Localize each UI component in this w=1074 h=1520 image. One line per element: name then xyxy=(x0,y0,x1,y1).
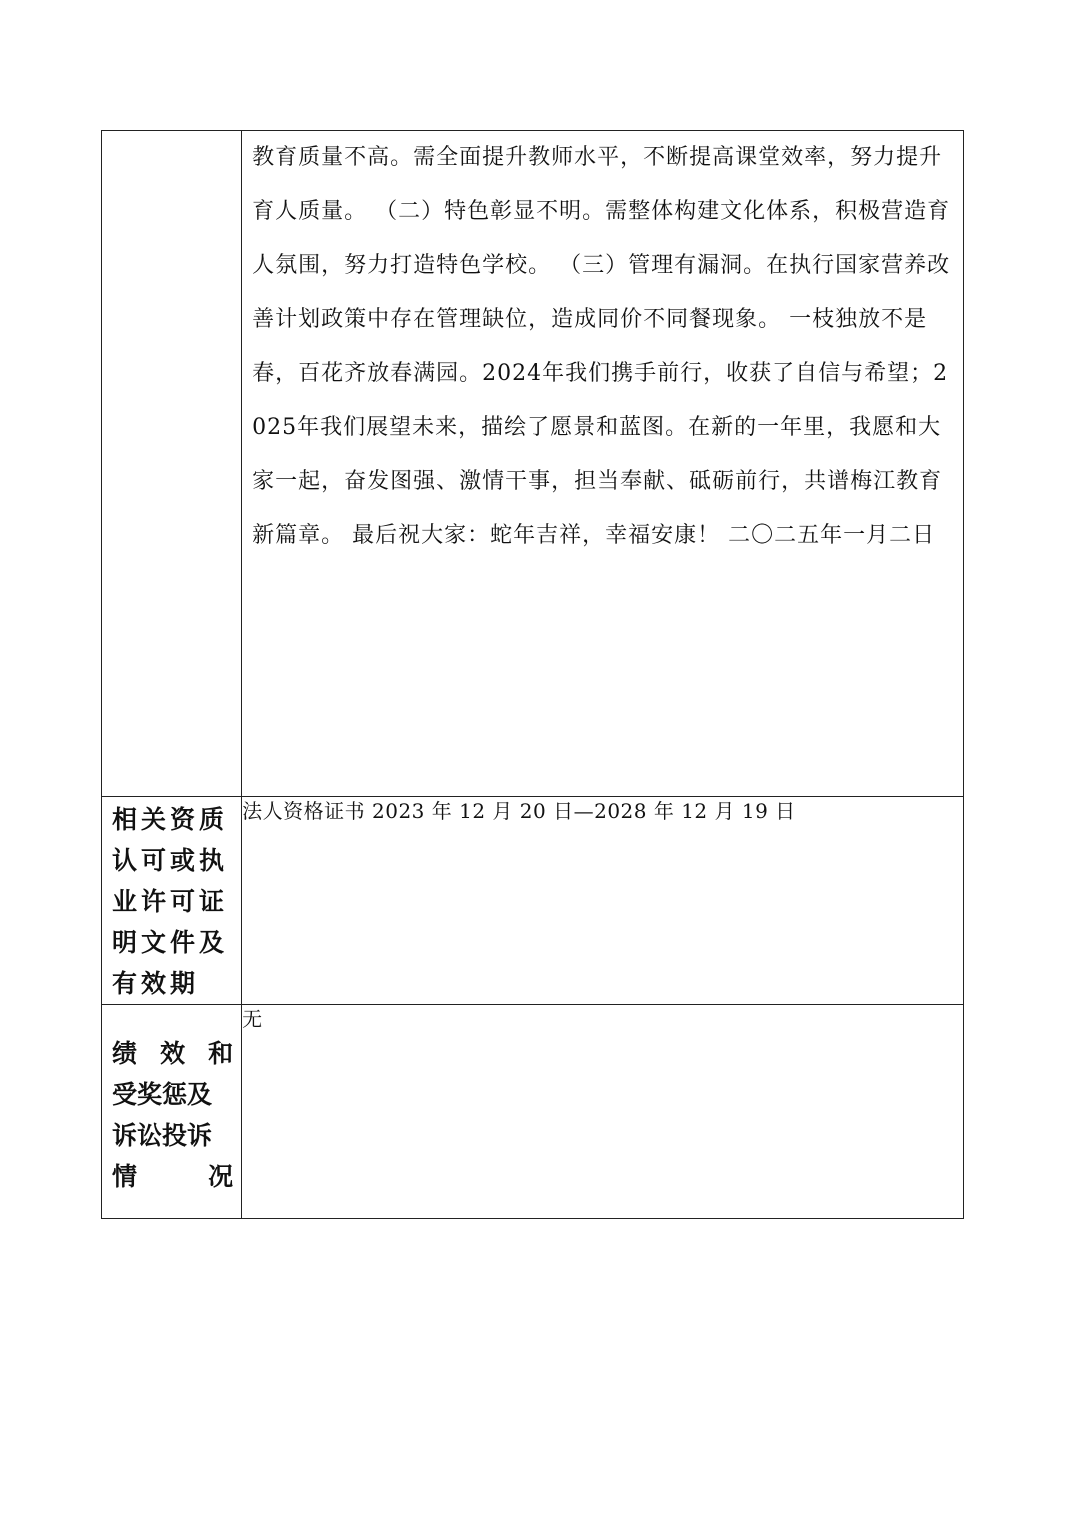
performance-label-char: 绩 xyxy=(112,1039,138,1068)
report-content-cell xyxy=(242,131,964,797)
performance-label-char: 和 xyxy=(208,1039,234,1068)
performance-label-char: 况 xyxy=(208,1162,234,1191)
license-value: 法人资格证书 2023 年 12 月 20 日—2028 年 12 月 19 日 xyxy=(242,797,964,1005)
performance-label-line xyxy=(112,1074,233,1115)
license-row xyxy=(102,797,964,1005)
license-label: 相关资质认可或执业许可证明文件及有效期 xyxy=(102,797,242,1005)
performance-label-line xyxy=(112,1115,233,1156)
report-label-cell xyxy=(102,131,242,797)
performance-label-char: 情 xyxy=(112,1162,138,1191)
performance-label-text: 受奖惩及 xyxy=(112,1080,213,1109)
performance-label-line xyxy=(112,1156,233,1197)
performance-value: 无 xyxy=(242,1005,964,1219)
info-table xyxy=(101,130,964,1219)
report-text: 教育质量不高。需全面提升教师水平，不断提高课堂效率，努力提升育人质量。 （二）特色彰显不明。需整体构建文化体系，积极营造育人氛围，努力打造特色学校。 （三）管理有漏洞。在执行国家营养改善计划政策中存在管理缺位，造成同价不同餐现象。 一枝独放不是春，百花齐放春满园。2024年我们携手前行，收获了自信与希望；2025年我们展望未来，描绘了愿景和蓝图。在新的一年里，我愿和大家一起，奋发图强、激情干事，担当奉献、砥砺前行，共谱梅江教育新篇章。 最后祝大家：蛇年吉祥，幸福安康！ 二〇二五年一月二日 xyxy=(252,145,951,548)
performance-row xyxy=(102,1005,964,1219)
performance-label-text: 诉讼投诉 xyxy=(112,1121,213,1150)
performance-label-char: 效 xyxy=(160,1039,186,1068)
performance-label xyxy=(102,1005,242,1219)
report-row xyxy=(102,131,964,797)
performance-label-line xyxy=(112,1033,233,1074)
